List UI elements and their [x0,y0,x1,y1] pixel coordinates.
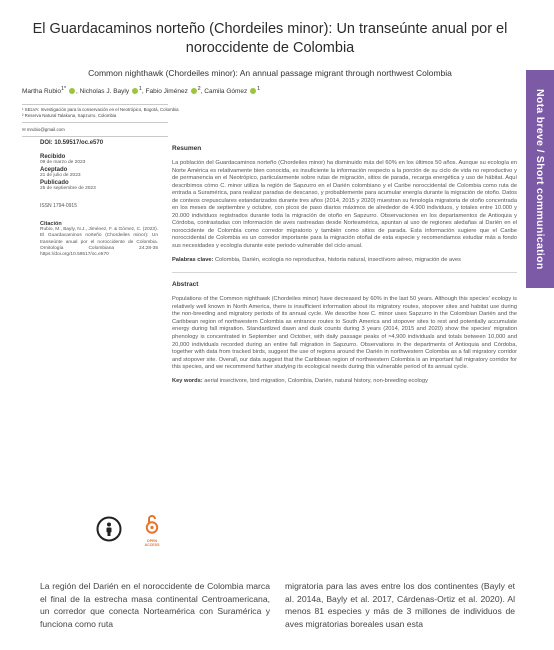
received-label: Recibido [40,154,66,160]
orcid-icon[interactable] [69,88,75,94]
author-affil-sup: 1 [138,86,142,92]
published-date: 25 de septiembre de 2023 [40,186,96,191]
affiliation-line: ² Reserva Natural Talakuna, Sapzurro, Colombia [22,113,117,118]
resumen-heading: Resumen [172,145,202,152]
author-name: Martha Rubio [22,88,62,96]
side-tab-label: Nota breve / Short communication [534,88,546,270]
author-affil-sup: 2 [197,86,201,92]
article-metadata [40,140,160,258]
citation-label: Citación [40,221,62,227]
orcid-icon[interactable] [191,88,197,94]
creative-commons-icon[interactable] [96,516,122,542]
keywords-text: Colombia, Darién, ecología no reproductiva, historia natural, insectívoro aéreo, migración de aves [215,256,461,263]
published-label: Publicado [40,180,69,186]
open-access-badge[interactable] [140,514,164,546]
doi-link[interactable]: DOI: 10.59517/oc.e570 [40,140,104,146]
abstract-keywords [172,378,517,386]
open-access-line1: OPEN [146,539,158,543]
divider [22,122,168,123]
author-name: Camila Gómez [204,88,248,96]
open-access-line2: ACCESS [144,543,160,548]
open-access-icon [145,514,159,534]
article-title [20,20,520,58]
abstract-column [172,145,517,386]
affiliation-line: ¹ SELVA: Investigación para la conservación en el Neotrópico, Bogotá, Colombia [22,107,179,112]
body-text-right: migratoria para las aves entre los dos continentes (Bayly et al. 2014a, Bayly et al. 2017, Cárdenas-Ortiz et al. 2020). Al menos 81 especies y más de 3 millones de individuos de aves migratorias boreales usan esta [285,581,515,630]
section-side-tab [526,70,554,288]
body-text-left: La región del Darién en el noroccidente de Colombia marca el final de la estrecha masa continental Centroamericana, un corredor que conecta Norteamérica con Suramérica y funciona como ruta [40,581,270,630]
affiliations [22,107,322,119]
citation-text: Rubio, M., Bayly, N.J., Jiménez, F. & Gómez, C. (2023). El Guardacaminos norteño (Chordeiles minor): Un transeúnte anual por el noroccidente de Colombia. Ornitología Colombiana 24:28-35 https://doi.org/10.59517/oc.e570 [40,227,159,258]
issn: ISSN 1794-0915 [40,203,77,209]
subtitle-text: Common nighthawk (Chordeiles minor): An annual passage migrant through northwest Colombia [88,68,452,78]
keywords-label: Palabras clave: [172,256,214,263]
author-name: Nicholas J. Bayly [79,88,130,96]
resumen-text: La población del Guardacaminos norteño (Chordeiles minor) ha disminuido más del 60% en los últimos 50 años. Aunque su ecología en Norte América es relativamente bien conocida, es insuficiente la información respecto a la porción de su ciclo de vida no reproductivo y de permanencia en el Neotrópico, particularmente sobre rutas de migración, sitios de parada, recarga energética y uso de hábitat. Aquí describimos cómo C. minor utiliza la región de Sapzurro en el Darién colombiano y el Caribe noroccidental de Colombia como ruta de entrada a Suramérica, para realizar paradas de descanso, y probablemente para acumular energía durante la migración de otoño. Datos de conteos crepusculares estandarizados durante tres años (2014, 2015 y 2020) muestran su fenología migratoria de otoño concentrada en los meses de septiembre y octubre, con picos de paso diarios máximos de alrededor de 4.900 individuos, y totales entre 10.000 y 20.000 individuos registrados durante toda la migración de otoño en Sapzurro. Observaciones en los departamentos de Antioquia y Córdoba, contrastadas con información de aves rastreadas desde Norteamérica, apuntan al uso de regiones aledañas al Darién en el noroccidente de Colombia como corredor migratorio y también como sitios de parada. Esta información sugiere que el Caribe noroccidental de Colombia es un corredor importante para la migración otoñal de esta especie y recomendamos estudiar más a fondo sus necesidades y ecología durante este periodo vulnerable del ciclo anual. [172,160,517,250]
author-list: Martha Rubio$^{1*}$ , Nicholas J. Bayly $^1$, Fabio Jiménez $^2$, Camila Gómez $^1$ [22,86,261,96]
divider [22,104,168,105]
english-title [20,68,520,78]
keywords-text: aerial insectivore, bird migration, Colombia, Darién, natural history, non-breeding ecology [204,378,428,384]
corresponding-email[interactable]: ✉ mrubio@gmail.com [22,127,65,132]
abstract-text: Populations of the Common nighthawk (Chordeiles minor) have decreased by 60% in the last 50 years. Although this species' ecology is relatively well known in North America, there is insufficient information about its migratory routes, stopover sites and habitat use during the non-breeding and migratory periods of its annual cycle. We describe how C. minor uses Sapzurro in the Colombian Darién and the Caribbean region of northwestern Colombia as entrance routes to South America and stopover sites to rest and potentially accumulate energy during fall migration. Standardized dawn and dusk counts during 3 years (2014, 2015 and 2020) show the species' migration phenology is concentrated in September and October, with daily passage peaks of ≈4,900 individuals and totals between 10,000 and 20,000 individuals recorded during an entire fall migration in Sapzurro. Observations in the departments of Antioquia and Córdoba, together with data from tracked birds, suggest the use of regions around the Darién in northwestern Colombia as a fall migratory corridor and stopover site. Overall, our data suggest that the Caribbean region of northwestern Colombia is an important fall migratory corridor for this species, and we recommend further studying its ecological needs during this vulnerable period of its annual cycle. [172,296,517,371]
received-date: 09 de marzo de 2023 [40,160,86,165]
author-affil-sup: 1 [257,86,261,92]
author-affil-sup: 1* [61,86,67,92]
title-text: El Guardacaminos norteño (Chordeiles minor): Un transeúnte anual por el noroccidente de Colombia [32,21,508,56]
resumen-keywords [172,257,517,265]
divider [172,272,517,273]
orcid-icon[interactable] [132,88,138,94]
author-name: Fabio Jiménez [145,88,188,96]
abstract-heading: Abstract [172,281,199,289]
divider [22,136,168,137]
orcid-icon[interactable] [250,88,256,94]
accepted-label: Aceptado [40,167,68,173]
accepted-date: 21 de julio de 2023 [40,173,81,178]
keywords-label: Key words: [172,378,203,384]
